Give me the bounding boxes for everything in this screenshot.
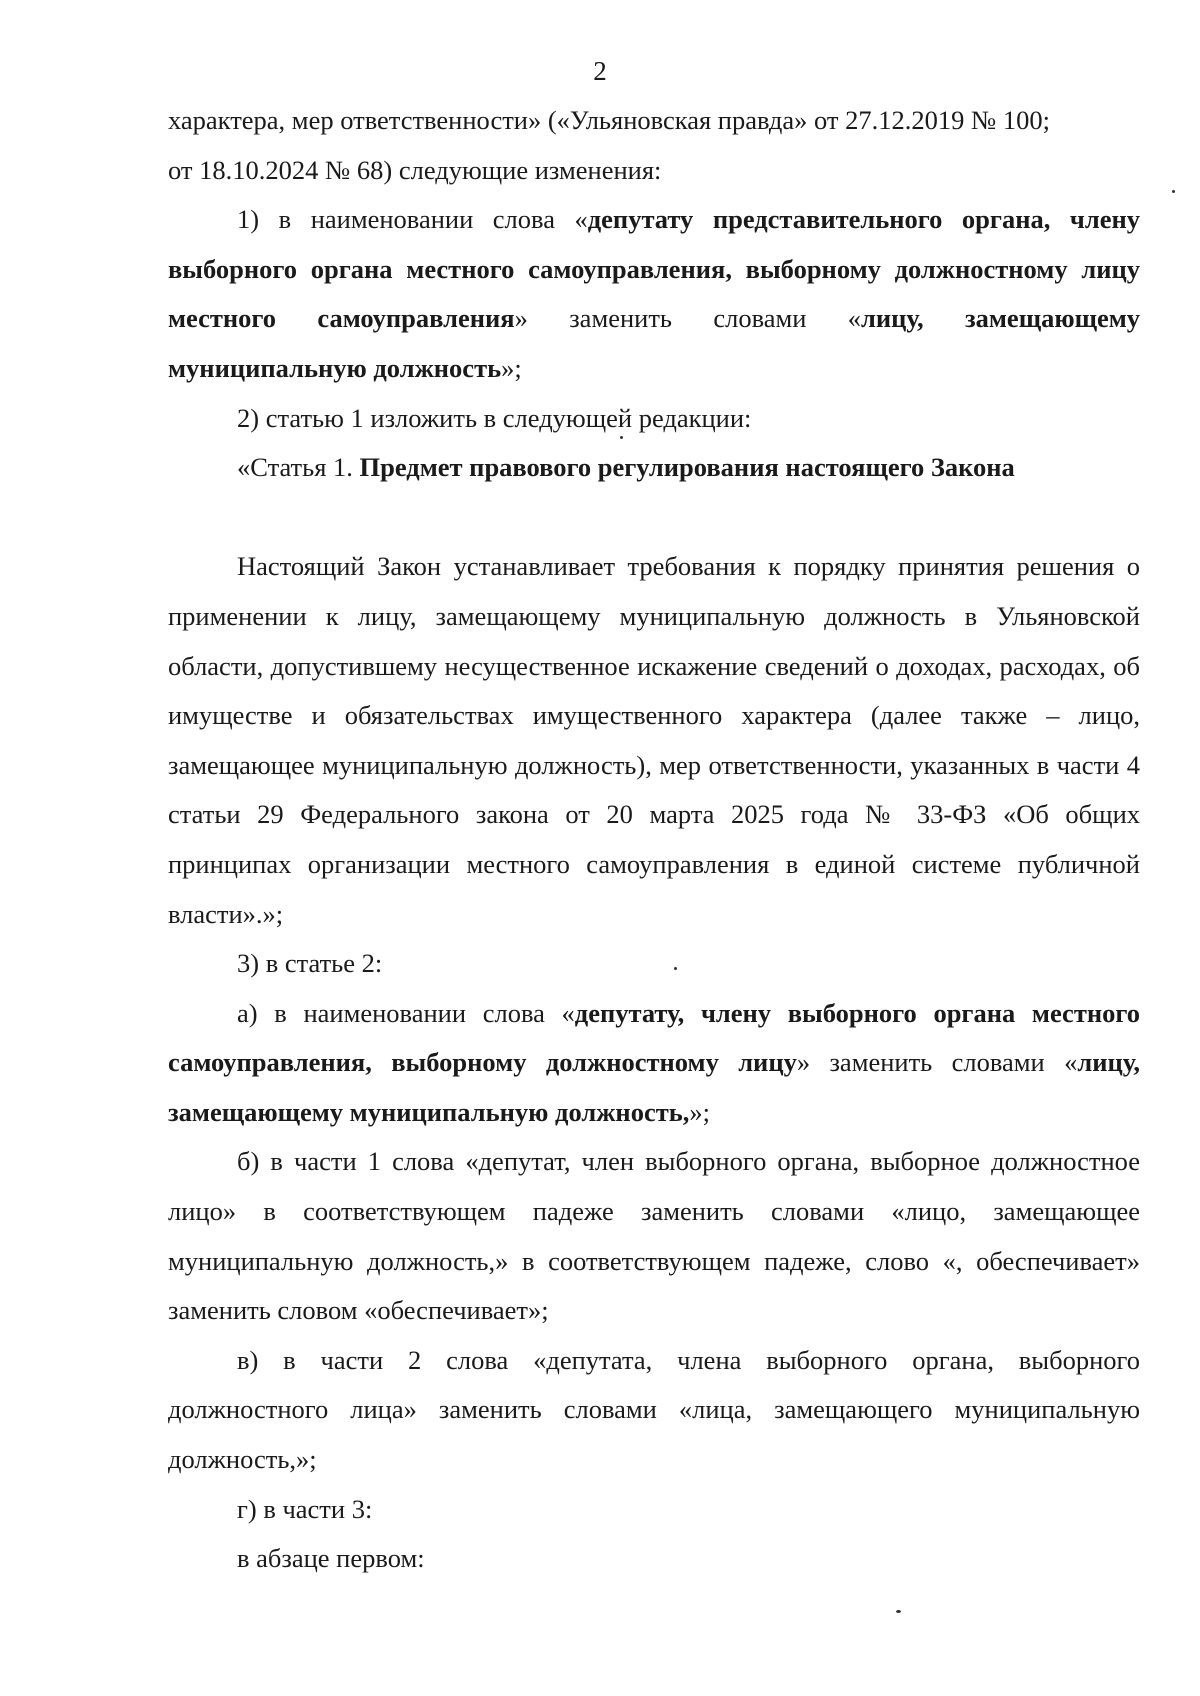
item-1-bold-new: лицу, замещающему муниципальную должность	[168, 303, 1141, 383]
scan-speck	[620, 436, 623, 439]
blank-line	[168, 493, 1140, 543]
scan-speck	[896, 1610, 901, 1613]
item-3a-bold-old: депутату, члену выборного органа местного самоуправления, выборному должностному лицу	[168, 997, 1140, 1078]
page-number: 2	[593, 56, 607, 86]
article-heading	[168, 443, 1140, 493]
paragraph-item-3d: г) в части 3:	[237, 1493, 373, 1524]
item-1-text-e: »;	[501, 352, 522, 383]
paragraph-intro	[168, 96, 1140, 195]
item-3a-text-e: »;	[689, 1096, 710, 1127]
item-3a-text-c: » заменить словами «	[796, 1047, 1078, 1078]
document-body	[168, 96, 1140, 1584]
article-title: Предмет правового регулирования настоящего Закона	[359, 452, 1015, 483]
paragraph-item-3c: в) в части 2 слова «депутата, члена выборного органа, выборного должностного лица» заменить словами «лица, замещающего муниципальную должность,»;	[168, 1344, 1140, 1475]
scan-speck	[674, 967, 677, 970]
item-1-bold-old: депутату представительного органа, члену выборного органа местного самоуправления, выборному должностному лицу местного самоуправления	[168, 204, 1140, 334]
paragraph-item-3a	[168, 989, 1140, 1138]
paragraph-item-3d-first: в абзаце первом:	[237, 1543, 425, 1574]
paragraph-item-3b: б) в части 1 слова «депутат, член выборного органа, выборное должностное лицо» в соответствующем падеже заменить словами «лицо, замещающее муниципальную должность,» в соответствующем падеже, слово «, обеспечивает» заменить словом «обеспечивает»;	[168, 1146, 1140, 1326]
paragraph-item-2: 2) статью 1 изложить в следующей редакции:	[237, 402, 752, 433]
intro-line-1: характера, мер ответственности» («Ульяновская правда» от 27.12.2019 № 100;	[168, 105, 1050, 135]
item-1-text-c: » заменить словами «	[514, 303, 862, 334]
item-3a-text-a: а) в наименовании слова «	[237, 997, 575, 1028]
article-prefix: «Статья 1.	[237, 452, 360, 483]
item-1-text-a: 1) в наименовании слова «	[237, 204, 588, 235]
paragraph-article-text: Настоящий Закон устанавливает требования к порядку принятия решения о применении к лицу, замещающему муниципальную должность в Ульяновской области, допустившему несущественное искажение сведений о доходах, расходах, об имуществе и обязательствах имущественного характера (далее также – лицо, замещающее муниципальную должность), мер ответственности, указанных в части 4 статьи 29 Федерального закона от 20 марта 2025 года № 33-ФЗ «Об общих принципах организации местного самоуправления в единой системе публичной власти».»;	[168, 551, 1140, 929]
paragraph-item-1	[168, 195, 1140, 393]
paragraph-item-3: 3) в статье 2:	[237, 948, 383, 979]
intro-line-2: от 18.10.2024 № 68) следующие изменения:	[168, 154, 662, 185]
scan-speck	[1172, 190, 1175, 193]
item-3a-bold-new: лицу, замещающему муниципальную должность,	[168, 1047, 1140, 1127]
